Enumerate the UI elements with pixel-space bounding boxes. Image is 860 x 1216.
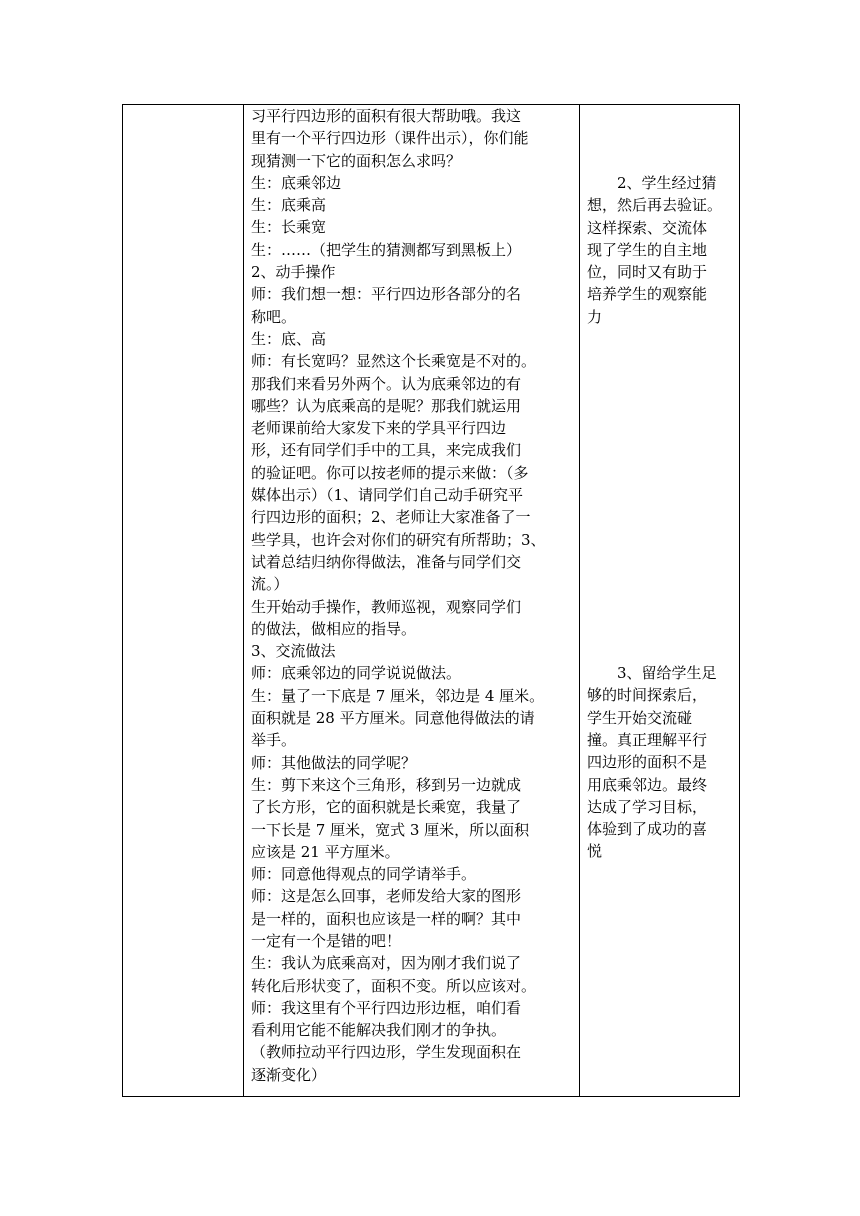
- stage-column: [123, 105, 244, 1097]
- note-line: 3、留给学生足: [587, 664, 717, 683]
- note-line: 体验到了成功的喜: [587, 820, 708, 839]
- text-line: 的验证吧。你可以按老师的提示来做：（多: [251, 463, 529, 482]
- text-line: 逐渐变化）: [251, 1065, 327, 1084]
- text-line: 些学具，也许会对你们的研究有所帮助；3、: [251, 530, 546, 549]
- note-spacer: [587, 105, 735, 172]
- text-line: 试着总结归纳你得做法，准备与同学们交: [251, 552, 522, 571]
- text-line: 生：我认为底乘高对，因为刚才我们说了: [251, 954, 522, 973]
- text-line: 生：底乘高: [251, 196, 327, 215]
- note-line: 位，同时又有助于: [587, 263, 708, 282]
- note-line: 撞。真正理解平行: [587, 730, 708, 749]
- text-line: 生：底乘邻边: [251, 173, 342, 192]
- note-line: 悦: [587, 842, 603, 861]
- note-line: 够的时间探索后，: [587, 686, 708, 705]
- text-line: 是一样的，面积也应该是一样的啊？其中: [251, 909, 522, 928]
- text-line: 哪些？认为底乘高的是呢？那我们就运用: [251, 396, 522, 415]
- text-line: 生：长乘宽: [251, 218, 327, 237]
- text-line: 流。）: [251, 575, 289, 594]
- table-row: [123, 105, 740, 1097]
- note-line: 学生开始交流碰: [587, 708, 693, 727]
- teaching-process-text: [244, 105, 579, 1086]
- text-line: 应该是 21 平方厘米。: [251, 842, 400, 861]
- text-line: 行四边形的面积；2、老师让大家准备了一: [251, 508, 531, 527]
- text-line: 举手。: [251, 731, 297, 750]
- lesson-plan-table: [122, 104, 740, 1097]
- text-line: 的做法，做相应的指导。: [251, 619, 417, 638]
- text-line: 生开始动手操作，教师巡视，观察同学们: [251, 597, 522, 616]
- text-line: 2、动手操作: [251, 263, 336, 282]
- text-line: 师：同意他得观点的同学请举手。: [251, 865, 477, 884]
- note-line: 2、学生经过猜: [587, 174, 717, 192]
- text-line: （教师拉动平行四边形，学生发现面积在: [251, 1043, 522, 1062]
- text-line: 老师课前给大家发下来的学具平行四边: [251, 419, 507, 438]
- text-line: 称吧。: [251, 307, 297, 326]
- note-line: 这样探索、交流体: [587, 218, 708, 237]
- note-line: 四边形的面积不是: [587, 753, 708, 772]
- text-line: 面积就是 28 平方厘米。同意他得做法的请: [251, 709, 535, 728]
- design-intent-column: [580, 105, 740, 1097]
- note-line: 培养学生的观察能: [587, 285, 708, 304]
- text-line: 那我们来看另外两个。认为底乘邻边的有: [251, 374, 522, 393]
- text-line: 习平行四边形的面积有很大帮助哦。我这: [251, 107, 522, 125]
- note-line: 达成了学习目标，: [587, 797, 708, 816]
- text-line: 师：我们想一想：平行四边形各部分的名: [251, 285, 522, 304]
- text-line: 生：量了一下底是 7 厘米，邻边是 4 厘米。: [251, 686, 545, 705]
- text-line: 了长方形，它的面积就是长乘宽，我量了: [251, 798, 522, 817]
- text-line: 生：……（把学生的猜测都写到黑板上）: [251, 240, 522, 259]
- text-line: 3、交流做法: [251, 642, 336, 661]
- text-line: 一定有一个是错的吧！: [251, 931, 402, 950]
- text-line: 里有一个平行四边形（课件出示），你们能: [251, 129, 529, 148]
- text-line: 形，还有同学们手中的工具，来完成我们: [251, 441, 522, 460]
- text-line: 师：有长宽吗？显然这个长乘宽是不对的。: [251, 352, 537, 371]
- text-line: 一下长是 7 厘米，宽式 3 厘米，所以面积: [251, 820, 530, 839]
- text-line: 师：底乘邻边的同学说说做法。: [251, 664, 462, 683]
- design-note-2: [587, 172, 735, 328]
- design-note-3: [587, 662, 735, 863]
- note-line: 想，然后再去验证。: [587, 196, 723, 215]
- note-line: 力: [587, 307, 603, 326]
- text-line: 生：剪下来这个三角形，移到另一边就成: [251, 775, 522, 794]
- text-line: 转化后形状变了，面积不变。所以应该对。: [251, 976, 537, 995]
- teaching-process-column: [244, 105, 580, 1097]
- text-line: 师：这是怎么回事，老师发给大家的图形: [251, 887, 522, 906]
- text-line: 生：底、高: [251, 329, 327, 348]
- design-intent-notes: [580, 105, 739, 863]
- text-line: 师：我这里有个平行四边形边框，咱们看: [251, 998, 522, 1017]
- text-line: 现猜测一下它的面积怎么求吗？: [251, 151, 462, 170]
- note-line: 用底乘邻边。最终: [587, 775, 708, 794]
- note-spacer: [587, 328, 735, 662]
- text-line: 看利用它能不能解决我们刚才的争执。: [251, 1021, 507, 1040]
- note-line: 现了学生的自主地: [587, 240, 708, 259]
- text-line: 师：其他做法的同学呢？: [251, 753, 417, 772]
- text-line: 媒体出示）（1、请同学们自己动手研究平: [251, 486, 524, 505]
